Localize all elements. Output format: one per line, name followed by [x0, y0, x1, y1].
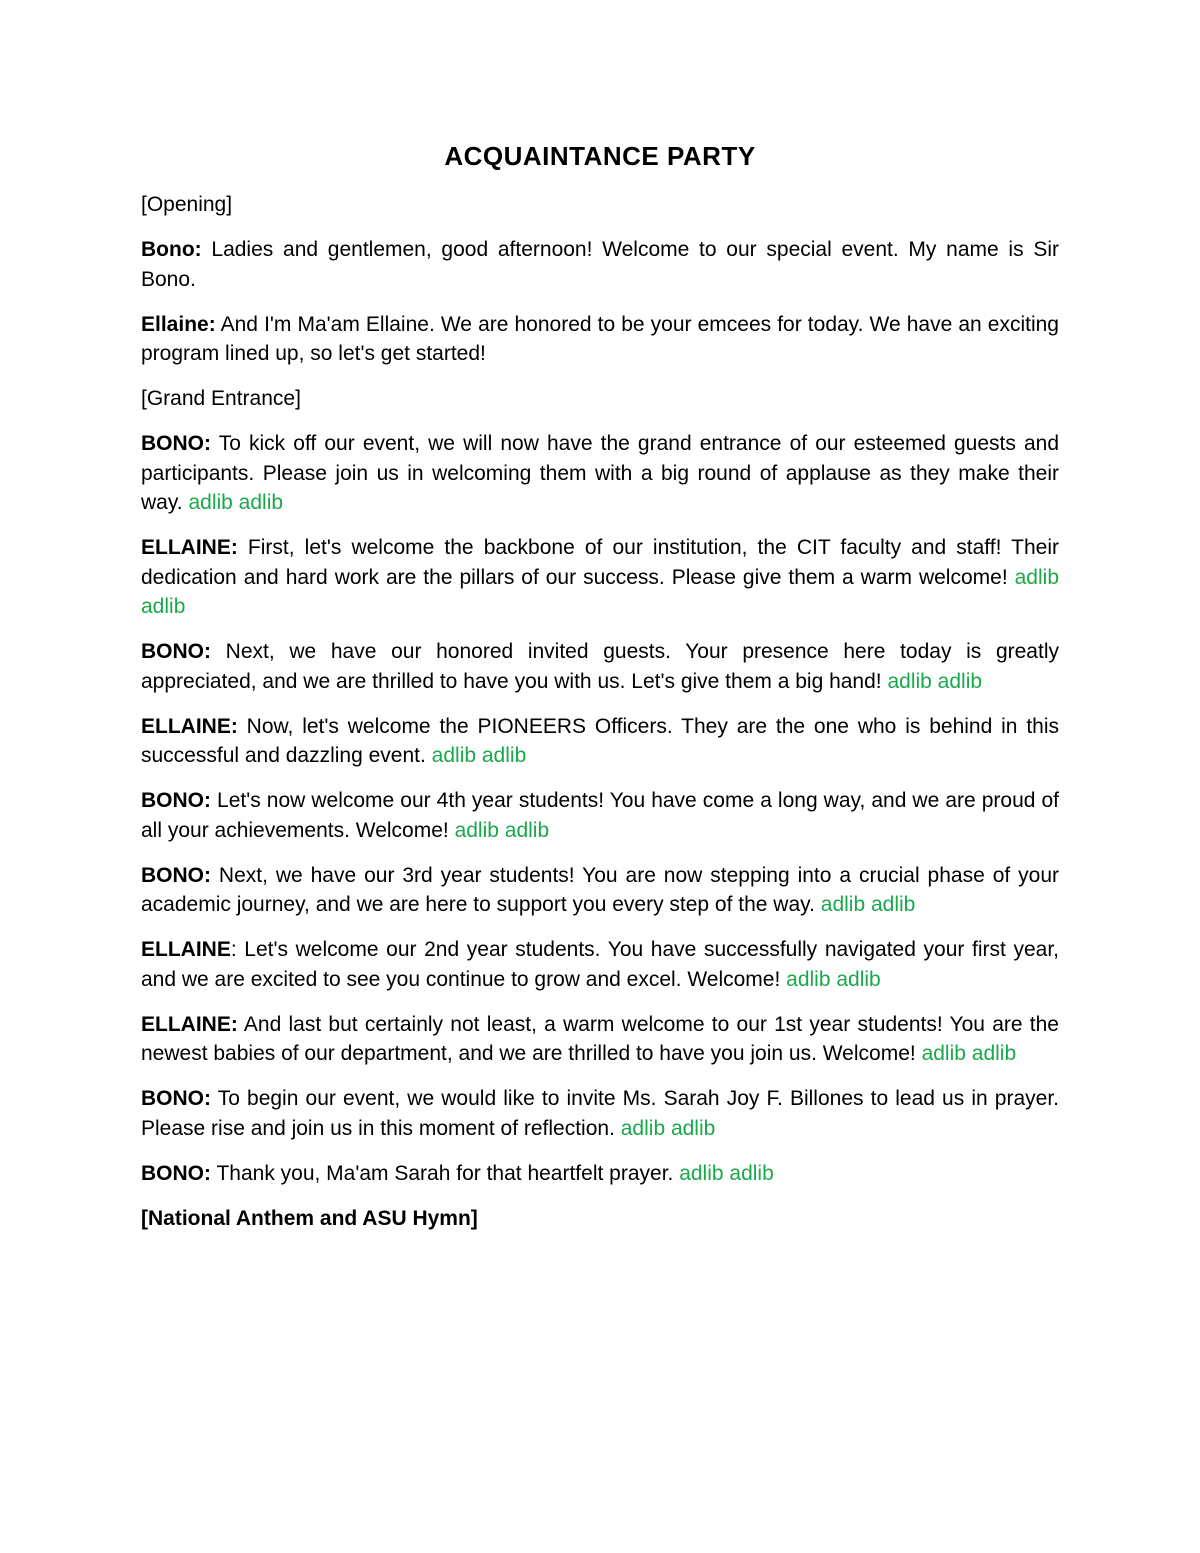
speaker-label: ELLAINE: — [141, 714, 238, 738]
line-text: Thank you, Ma'am Sarah for that heartfelt prayer. — [211, 1161, 680, 1185]
line-text: And I'm Ma'am Ellaine. We are honored to be your emcees for today. We have an exciting program lined up, so let's get started! — [141, 312, 1059, 365]
script-line — [141, 786, 1059, 845]
speaker-label: BONO: — [141, 432, 211, 455]
cue-text: [Opening] — [141, 193, 233, 216]
script-line — [141, 935, 1059, 994]
cue-text: [National Anthem and ASU Hymn] — [141, 1206, 478, 1230]
script-line — [141, 861, 1059, 920]
line-text: To kick off our event, we will now have the grand entrance of our esteemed guests and participants. Please join us in welcoming them with a big round of applause as they make their way. — [141, 432, 1059, 514]
adlib-note: adlib adlib — [454, 818, 550, 842]
cue-opening — [141, 190, 1059, 220]
document-page — [141, 136, 1059, 1249]
cue-national-anthem — [141, 1204, 1059, 1234]
script-line — [141, 712, 1059, 771]
speaker-label: Ellaine: — [141, 312, 216, 336]
speaker-label: BONO: — [141, 1087, 211, 1110]
line-text: Ladies and gentlemen, good afternoon! Welcome to our special event. My name is Sir Bono. — [141, 238, 1059, 291]
adlib-note: adlib adlib — [786, 967, 881, 991]
document-title: ACQUAINTANCE PARTY — [444, 141, 756, 171]
speaker-label: BONO: — [141, 863, 211, 887]
script-line — [141, 637, 1059, 696]
script-line — [141, 533, 1059, 622]
script-line — [141, 235, 1059, 294]
script-line — [141, 1159, 1059, 1189]
adlib-note: adlib adlib — [921, 1042, 1017, 1065]
cue-text: [Grand Entrance] — [141, 387, 301, 410]
script-line — [141, 429, 1059, 518]
cue-grand-entrance — [141, 384, 1059, 414]
line-text: Let's now welcome our 4th year students! You have come a long way, and we are proud of all your achievements. Welcome! — [141, 789, 1059, 842]
script-line — [141, 310, 1059, 369]
adlib-note: adlib adlib — [620, 1116, 716, 1140]
adlib-note: adlib adlib — [887, 669, 983, 693]
line-text: : Let's welcome our 2nd year students. You have successfully navigated your first year, and we are excited to see you continue to grow and excel. Welcome! — [141, 938, 1059, 991]
script-line — [141, 1010, 1059, 1069]
line-text: First, let's welcome the backbone of our institution, the CIT faculty and staff! Their dedication and hard work are the pillars of our success. Please give them a warm welcome! — [141, 536, 1059, 589]
line-text: And last but certainly not least, a warm welcome to our 1st year students! You are the newest babies of our department, and we are thrilled to have you join us. Welcome! — [141, 1012, 1059, 1065]
speaker-label: BONO: — [141, 789, 211, 812]
speaker-label: BONO: — [141, 640, 211, 663]
speaker-label: ELLAINE: — [141, 1012, 238, 1036]
line-text: Next, we have our honored invited guests. Your presence here today is greatly appreciated, and we are thrilled to have you with us. Let's give them a big hand! — [141, 640, 1059, 693]
adlib-note: adlib adlib — [188, 491, 284, 514]
adlib-note: adlib adlib — [431, 744, 527, 767]
speaker-label: BONO: — [141, 1161, 211, 1185]
speaker-label: ELLAINE — [141, 938, 231, 961]
adlib-note: adlib adlib — [679, 1161, 774, 1185]
line-text: To begin our event, we would like to invite Ms. Sarah Joy F. Billones to lead us in prayer. Please rise and join us in this moment of reflection. — [141, 1087, 1059, 1140]
adlib-note: adlib adlib — [820, 893, 916, 916]
line-text: Next, we have our 3rd year students! You are now stepping into a crucial phase of your academic journey, and we are here to support you every step of the way. — [141, 863, 1059, 916]
line-text: Now, let's welcome the PIONEERS Officers. They are the one who is behind in this successful and dazzling event. — [141, 714, 1059, 767]
script-line — [141, 1084, 1059, 1143]
speaker-label: Bono: — [141, 238, 202, 261]
adlib-note: adlib adlib — [141, 565, 1059, 618]
speaker-label: ELLAINE: — [141, 536, 238, 559]
